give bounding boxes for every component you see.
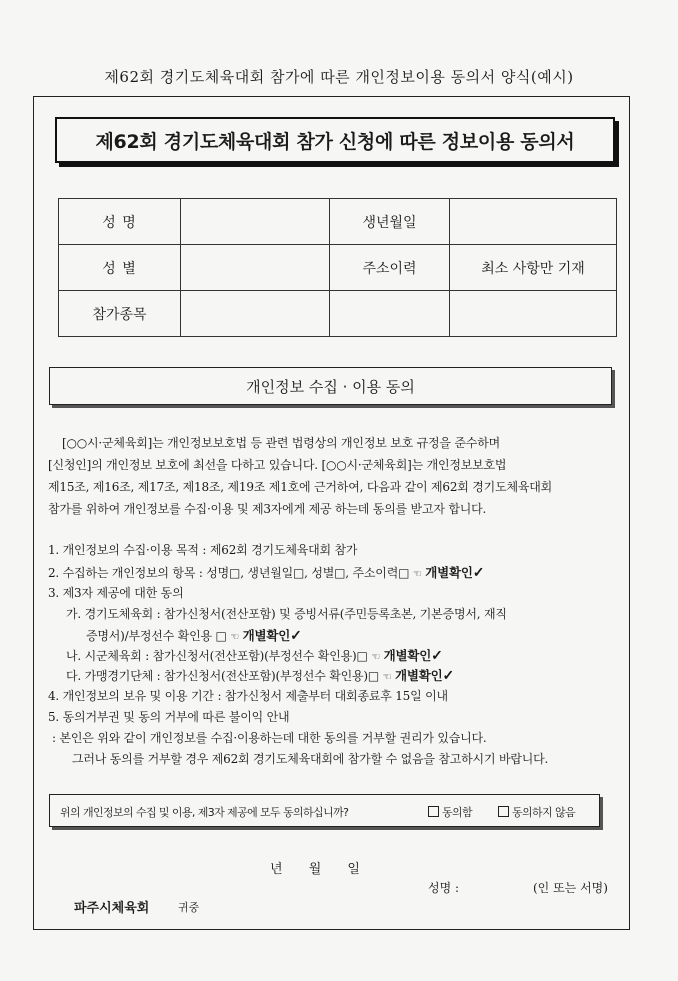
check-icon: ✓ [290,628,302,644]
disagree-option[interactable] [498,804,575,820]
event-label: 참가종목 [59,291,181,337]
item-third-party-c [66,666,454,684]
event-field-extra-2[interactable] [450,291,617,337]
birth-label: 생년월일 [330,199,450,245]
intro-line: [신청인]의 개인정보 보호에 최선을 다하고 있습니다. [○○시·군체육회]는 개인정보보호법 [48,458,507,472]
signature-hint[interactable]: (인 또는 서명) [533,881,608,895]
item-refusal: 5. 동의거부권 및 동의 거부에 따른 불이익 안내 [48,710,290,724]
item-third-party: 3. 제3자 제공에 대한 동의 [48,586,184,600]
applicant-info-table [58,198,617,337]
birth-field[interactable] [450,199,617,245]
intro-line: [○○시·군체육회]는 개인정보보호법 등 관련 법령상의 개인정보 보호 규정을 준수하며 [62,436,500,450]
item-third-party-a-text: 증명서)/부정선수 확인용 □ [86,629,227,643]
item-purpose: 1. 개인정보의 수집·이용 목적 : 제62회 경기도체육대회 참가 [48,543,358,557]
confirm-label: 개별확인 [425,565,473,580]
item-refusal-detail-2: 그러나 동의를 거부할 경우 제62회 경기도체육대회에 참가할 수 없음을 참고하시기 바랍니다. [72,752,549,766]
agree-checkbox[interactable] [428,806,439,817]
consent-box [49,794,600,827]
event-field[interactable] [181,291,330,337]
check-icon: ✓ [442,668,455,684]
pointer-icon: ☜ [230,632,240,643]
disagree-label: 동의하지 않음 [512,806,576,819]
disagree-checkbox[interactable] [498,806,509,817]
check-icon: ✓ [431,648,443,664]
confirm-label: 개별확인 [395,668,443,683]
item-retention: 4. 개인정보의 보유 및 이용 기간 : 참가신청서 제출부터 대회종료후 15일 이내 [48,689,448,703]
confirm-label: 개별확인 [242,628,291,643]
item-collected-fields [48,563,484,581]
event-field-extra[interactable] [330,291,450,337]
name-field[interactable] [181,199,330,245]
consent-question: 위의 개인정보의 수집 및 이용, 제3자 제공에 모두 동의하십니까? [60,806,349,819]
pointer-icon: ☜ [412,569,422,580]
check-icon: ✓ [472,565,485,581]
recipient-name: 파주시체육회 [74,901,150,916]
signature-label: 성명 : [428,881,460,895]
document-title: 제62회 경기도체육대회 참가에 따른 개인정보이용 동의서 양식(예시) [104,68,574,86]
address-label: 주소이력 [330,245,450,291]
form-title: 제62회 경기도체육대회 참가 신청에 따른 정보이용 동의서 [55,117,615,163]
item-third-party-c-text: 다. 가맹경기단체 : 참가신청서(전산포함)(부정선수 확인용)□ [66,669,379,683]
confirm-label: 개별확인 [383,648,432,663]
intro-line: 참가를 위하여 개인정보를 수집·이용 및 제3자에게 제공 하는데 동의를 받고자 합니다. [48,502,487,516]
item-collected-text: 2. 수집하는 개인정보의 항목 : 성명□, 생년월일□, 성별□, 주소이력□ [48,566,410,580]
name-label: 성 명 [59,199,181,245]
item-third-party-a: 가. 경기도체육회 : 참가신청서(전산포함) 및 증빙서류(주민등록초본, 기본증명서, 재직 [66,607,507,621]
item-refusal-detail: : 본인은 위와 같이 개인정보를 수집·이용하는데 대한 동의를 거부할 권리가 있습니다. [52,731,487,745]
address-note[interactable]: 최소 사항만 기재 [450,245,617,291]
gender-field[interactable] [181,245,330,291]
agree-label: 동의함 [442,806,473,819]
recipient-suffix: 귀중 [178,901,200,914]
item-third-party-b-text: 나. 시군체육회 : 참가신청서(전산포함)(부정선수 확인용)□ [66,649,368,663]
date-line[interactable]: 년 월 일 [270,862,360,877]
gender-label: 성 별 [59,245,181,291]
item-third-party-b [66,646,443,664]
section-title: 개인정보 수집 · 이용 동의 [49,367,612,405]
pointer-icon: ☜ [382,672,392,683]
agree-option[interactable] [428,804,472,820]
item-third-party-a-cont [86,626,302,644]
pointer-icon: ☜ [371,652,380,663]
intro-line: 제15조, 제16조, 제17조, 제18조, 제19조 제1호에 근거하여, 다음과 같이 제62회 경기도체육대회 [48,480,553,494]
